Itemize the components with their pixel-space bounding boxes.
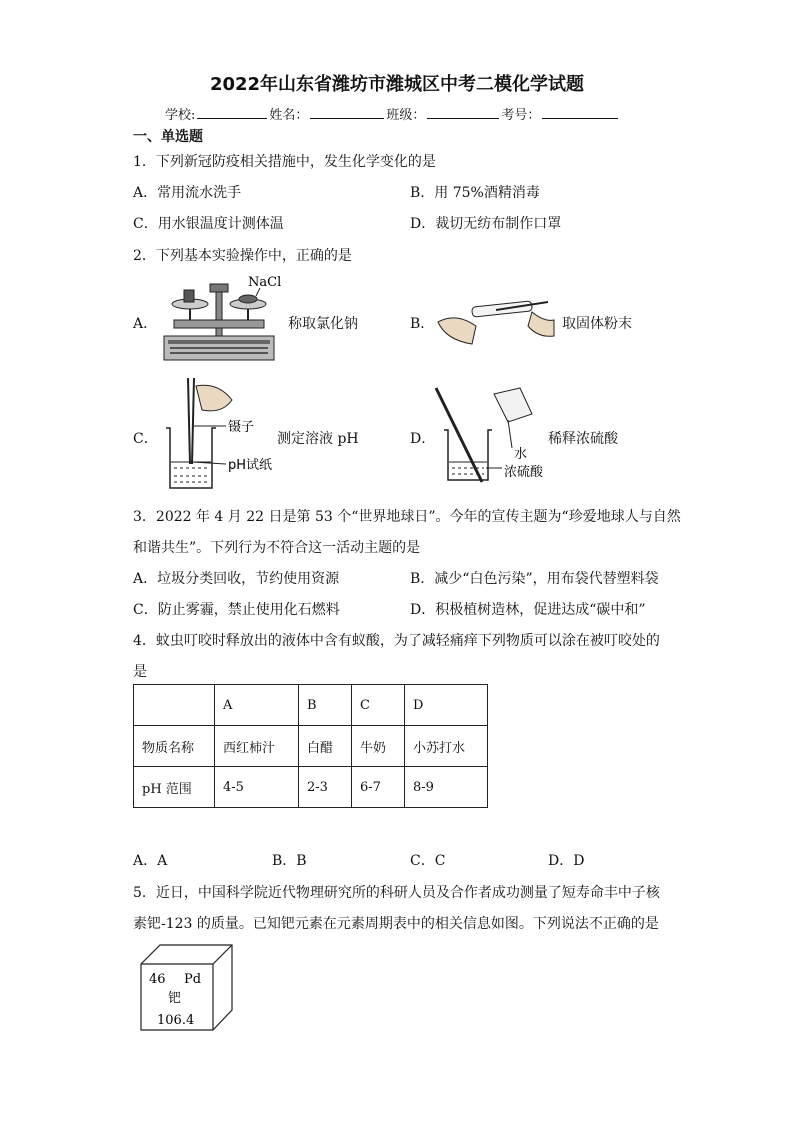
q4-stem-line1: 4．蚊虫叮咬时释放出的液体中含有蚁酸，为了减轻痛痒下列物质可以涂在被叮咬处的 bbox=[133, 633, 660, 649]
name-field[interactable] bbox=[310, 106, 384, 119]
table-cell: C bbox=[352, 685, 405, 726]
table-cell: 牛奶 bbox=[352, 726, 405, 767]
q1-stem: 1．下列新冠防疫相关措施中，发生化学变化的是 bbox=[133, 154, 436, 170]
ph-paper-label: pH试纸 bbox=[228, 458, 273, 473]
q1-option-a[interactable]: A．常用流水洗手 bbox=[133, 185, 242, 201]
table-cell: B bbox=[299, 685, 352, 726]
table-cell: 2-3 bbox=[299, 767, 352, 808]
q2-option-c-mark[interactable]: C． bbox=[133, 431, 158, 447]
q1-option-c[interactable]: C．用水银温度计测体温 bbox=[133, 216, 284, 232]
table-cell: D bbox=[405, 685, 488, 726]
table-cell: 小苏打水 bbox=[405, 726, 488, 767]
powder-tube-illustration bbox=[436, 292, 556, 352]
table-cell: pH 范围 bbox=[134, 767, 215, 808]
page-title: 2022年山东省潍坊市潍城区中考二模化学试题 bbox=[209, 74, 585, 95]
table-cell: 白醋 bbox=[299, 726, 352, 767]
q4-option-d[interactable]: D．D bbox=[548, 853, 585, 869]
table-row bbox=[134, 767, 488, 808]
section-heading: 一、单选题 bbox=[133, 129, 203, 145]
q3-stem-line1: 3．2022 年 4 月 22 日是第 53 个“世界地球日”。今年的宣传主题为“珍爱地球人与自然 bbox=[133, 509, 681, 525]
atomic-number: 46 bbox=[149, 972, 166, 987]
acid-label: 浓硫酸 bbox=[504, 465, 544, 480]
q2-option-d-text: 稀释浓硫酸 bbox=[548, 431, 618, 447]
dilution-illustration bbox=[432, 386, 550, 486]
table-cell: 西红柿汁 bbox=[215, 726, 299, 767]
table-cell: 8-9 bbox=[405, 767, 488, 808]
water-label: 水 bbox=[514, 447, 528, 462]
q3-option-a[interactable]: A．垃圾分类回收，节约使用资源 bbox=[133, 571, 340, 587]
school-label: 学校: bbox=[165, 108, 196, 123]
q4-option-c[interactable]: C．C bbox=[410, 853, 446, 869]
atomic-mass: 106.4 bbox=[157, 1013, 195, 1028]
student-info-line bbox=[165, 104, 620, 123]
q5-stem-line2: 素钯-123 的质量。已知钯元素在元素周期表中的相关信息如图。下列说法不正确的是 bbox=[133, 916, 659, 932]
ph-test-illustration bbox=[160, 376, 280, 492]
q2-option-a-text: 称取氯化钠 bbox=[288, 316, 358, 332]
q2-option-a-mark[interactable]: A． bbox=[133, 316, 158, 332]
q4-option-a[interactable]: A．A bbox=[133, 853, 168, 869]
q3-stem-line2: 和谐共生”。下列行为不符合这一活动主题的是 bbox=[133, 540, 421, 556]
q1-option-d[interactable]: D．裁切无纺布制作口罩 bbox=[410, 216, 562, 232]
q4-option-b[interactable]: B．B bbox=[272, 853, 307, 869]
table-cell: 物质名称 bbox=[134, 726, 215, 767]
q3-option-b[interactable]: B．减少“白色污染”，用布袋代替塑料袋 bbox=[410, 571, 659, 587]
q4-stem-line2: 是 bbox=[133, 664, 147, 680]
table-cell: A bbox=[215, 685, 299, 726]
table-header-row bbox=[134, 685, 488, 726]
q2-option-d-mark[interactable]: D． bbox=[410, 431, 436, 447]
q3-option-c[interactable]: C．防止雾霾，禁止使用化石燃料 bbox=[133, 602, 340, 618]
number-label: 考号： bbox=[501, 108, 541, 123]
q2-option-c-text: 测定溶液 pH bbox=[277, 431, 359, 447]
palladium-element-card bbox=[140, 944, 234, 1032]
class-field[interactable] bbox=[427, 106, 499, 119]
element-name: 钯 bbox=[168, 991, 182, 1006]
q2-stem: 2．下列基本实验操作中，正确的是 bbox=[133, 248, 352, 264]
element-symbol: Pd bbox=[184, 972, 202, 987]
table-row bbox=[134, 726, 488, 767]
ph-table bbox=[133, 684, 488, 808]
school-field[interactable] bbox=[197, 106, 267, 119]
nacl-label: NaCl bbox=[248, 275, 282, 290]
q2-option-b-mark[interactable]: B． bbox=[410, 316, 435, 332]
number-field[interactable] bbox=[542, 106, 618, 119]
class-label: 班级： bbox=[386, 108, 426, 123]
q5-stem-line1: 5．近日，中国科学院近代物理研究所的科研人员及合作者成功测量了短寿命丰中子核 bbox=[133, 885, 660, 901]
table-cell bbox=[134, 685, 215, 726]
table-cell: 6-7 bbox=[352, 767, 405, 808]
name-label: 姓名： bbox=[269, 108, 309, 123]
tweezers-label: 镊子 bbox=[228, 420, 255, 435]
q3-option-d[interactable]: D．积极植树造林，促进达成“碳中和” bbox=[410, 602, 646, 618]
q1-option-b[interactable]: B．用 75%酒精消毒 bbox=[410, 185, 540, 201]
q2-option-b-text: 取固体粉末 bbox=[562, 316, 632, 332]
balance-illustration bbox=[160, 276, 280, 368]
table-cell: 4-5 bbox=[215, 767, 299, 808]
